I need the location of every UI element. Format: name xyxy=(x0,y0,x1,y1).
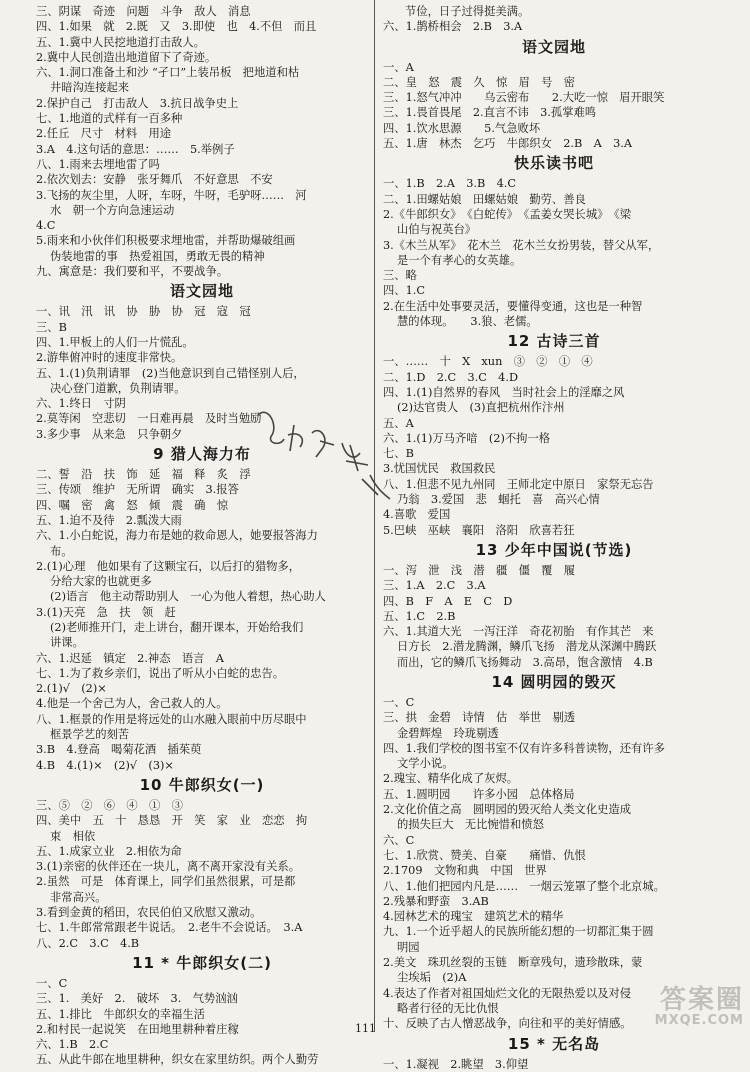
answer-line: 五、A xyxy=(383,416,414,430)
answer-line: 九、1.一个近乎超人的民族所能幻想的一切都汇集于圆 xyxy=(383,925,654,939)
answer-line: 一、A xyxy=(383,60,414,74)
answer-line: 二、1.田螺姑娘 田螺姑娘 勤劳、善良 xyxy=(383,192,586,206)
answer-line: 六、1.其道大光 一泻汪洋 奇花初胎 有作其芒 来 xyxy=(383,625,654,639)
answer-line: 三、传颂 维护 无所谓 确实 3.报答 xyxy=(36,483,239,497)
answer-line: 节俭，日子过得挺美满。 xyxy=(405,5,530,18)
answer-line: 2.《牛郎织女》 《白蛇传》 《孟姜女哭长城》 《梁 xyxy=(383,207,632,221)
answer-line: 五、1.(1)负荆请罪 (2)当他意识到自己错怪别人后， xyxy=(36,366,305,380)
answer-line: 五、1.成家立业 2.相依为命 xyxy=(36,844,182,858)
answer-line: 七、1.地道的式样有一百多种 xyxy=(36,112,183,126)
watermark-logo-text: 答案圈 xyxy=(659,985,744,1015)
answer-line: 六、1.鹊桥相会 2.B 3.A xyxy=(383,20,523,34)
answer-line: 3.忧国忧民 救国救民 xyxy=(383,462,496,476)
section-title: 14 圆明园的毁灭 xyxy=(491,672,617,691)
answer-line: 一、讯 汛 讯 协 胁 协 冠 寇 冠 xyxy=(36,305,251,319)
answer-line: 分给大家的也就更多 xyxy=(50,575,152,589)
answer-line: 五、1.迫不及待 2.瓢泼大雨 xyxy=(36,513,182,527)
answer-line: 三、⑤ ② ⑥ ④ ① ③ xyxy=(36,798,183,812)
answer-line: 2.文化价值之高 圆明园的毁灭给人类文化史造成 xyxy=(383,803,632,817)
answer-line: 2.游隼俯冲时的速度非常快。 xyxy=(36,351,183,365)
answer-line: 四、1.(1)自然界的春风 当时社会上的淫靡之风 xyxy=(383,385,625,399)
answer-line: 3.A 4.这句话的意思：…… 5.举例子 xyxy=(36,142,235,156)
answer-line: 二、誓 沿 扶 饰 延 福 释 炙 浮 xyxy=(36,468,251,482)
answer-line: 2.瑰宝、精华化成了灰烬。 xyxy=(383,772,519,786)
answer-line: 四、美中 五 十 恳恳 开 笑 家 业 恋恋 拘 xyxy=(36,814,308,828)
answer-line: 四、1.如果 就 2.既 又 3.即使 也 4.不但 而且 xyxy=(36,20,317,34)
answer-line: 一、…… 十 X xun ③ ② ① ④ xyxy=(383,355,593,369)
answer-line: 决心登门道歉，负荆请罪。 xyxy=(50,381,186,395)
answer-line: 二、1.D 2.C 3.C 4.D xyxy=(383,370,519,384)
answer-line: 三、1.畏首畏尾 2.直言不讳 3.孤掌难鸣 xyxy=(383,106,597,120)
answer-line: 2.(1)心理 他如果有了这颗宝石，以后打的猎物多， xyxy=(36,559,301,573)
answer-line: 七、B xyxy=(383,447,414,461)
section-title: 12 古诗三首 xyxy=(507,332,601,351)
answer-line: 三、1. 美好 2. 破坏 3. 气势汹汹 xyxy=(36,992,238,1006)
answer-line: 4.B 4.(1)× (2)√ (3)× xyxy=(36,758,174,772)
answer-line: 六、C xyxy=(383,833,415,847)
watermark-url: MXQE.COM xyxy=(654,1013,744,1028)
answer-line: 井暗沟连接起来 xyxy=(50,81,130,95)
answer-line: 七、1.牛郎常常跟老牛说话。 2.老牛不会说话。 3.A xyxy=(36,921,303,935)
answer-line: 四、嘱 密 禽 怒 倾 震 确 惊 xyxy=(36,498,229,512)
answer-line: 3.(1)亲密的伙伴还在一块儿，离不离开家没有关系。 xyxy=(36,860,301,874)
answer-line: 六、1.洞口准备土和沙 “孑口”上装吊板 把地道和枯 xyxy=(36,66,300,80)
answer-line: 七、1.欣赏、赞美、自豪 痛惜、仇恨 xyxy=(383,848,586,862)
answer-line: 4.喜歌 爱国 xyxy=(383,508,451,522)
answer-line: 明园 xyxy=(397,940,420,954)
answer-line: 3.《木兰从军》 花木兰 花木兰女扮男装，替父从军， xyxy=(383,238,660,252)
answer-line: 束 相依 xyxy=(50,829,96,843)
answer-line: 4.园林艺术的瑰宝 建筑艺术的精华 xyxy=(383,910,564,924)
answer-line: 日方长 2.潜龙腾渊，鳞爪飞扬 潜龙从深渊中腾跃 xyxy=(397,640,657,654)
answer-line: 六、1.小白蛇说，海力布是她的救命恩人，她要报答海力 xyxy=(36,529,318,543)
answer-line: 2.残暴和野蛮 3.AB xyxy=(383,894,489,908)
answer-line: 八、1.他们把园内凡是…… 一烟云笼罩了整个北京城。 xyxy=(383,879,665,893)
answer-line: 六、1.终日 寸阴 xyxy=(36,397,126,411)
answer-line: 八、1.但悲不见九州同 王师北定中原日 家祭无忘告 xyxy=(383,477,654,491)
answer-line: 七、1.为了救乡亲们，说出了听从小白蛇的忠告。 xyxy=(36,666,285,680)
answer-line: 2.(1)√ (2)× xyxy=(36,682,107,696)
section-title: 快乐读书吧 xyxy=(513,154,594,173)
column-divider xyxy=(374,0,375,1032)
answer-line: 三、1.A 2.C 3.A xyxy=(383,579,486,593)
answer-line: 一、1.凝视 2.眺望 3.仰望 xyxy=(383,1057,529,1071)
answer-line: 2.美文 珠玑丝裂的玉链 断章残句，遗珍散珠，蒙 xyxy=(383,956,643,970)
answer-line: 三、1.怒气冲冲 乌云密布 2.大吃一惊 眉开眼笑 xyxy=(383,91,665,105)
answer-line: 伪装地雷的事 热爱祖国，勇敢无畏的精神 xyxy=(50,249,265,263)
answer-line: 3.多少事 从来急 只争朝夕 xyxy=(36,427,183,441)
answer-line: 乃翁 3.爱国 悲 蝈托 喜 高兴心情 xyxy=(397,493,600,507)
answer-line: 八、2.C 3.C 4.B xyxy=(36,936,140,950)
answer-line: 山伯与祝英台》 xyxy=(397,223,477,237)
answer-line: 二、皇 怒 震 久 惊 眉 号 密 xyxy=(383,75,576,89)
answer-line: 一、泻 泄 浅 潜 疆 僵 覆 履 xyxy=(383,563,576,577)
answer-line: 3.B 4.登高 喝菊花酒 插茱萸 xyxy=(36,743,202,757)
section-title: 10 牛郎织女(一) xyxy=(139,775,265,794)
answer-line: 是一个有孝心的女英雄。 xyxy=(397,253,522,267)
answer-line: 2.虽然 可是 体育课上，同学们虽然很累，可是都 xyxy=(36,875,296,889)
answer-line: 五、1.冀中人民挖地道打击敌人。 xyxy=(36,35,205,49)
answer-line: 三、B xyxy=(36,320,67,334)
answer-line: 九、寓意是：我们要和平，不要战争。 xyxy=(36,265,229,279)
answer-line: 五、1.唐 林杰 乞巧 牛郎织女 2.B A 3.A xyxy=(383,137,633,151)
site-watermark xyxy=(655,986,744,1028)
answer-line: 三、拱 金碧 诗情 估 举世 剔透 xyxy=(383,711,576,725)
answer-line: 一、C xyxy=(383,695,415,709)
answer-line: 4.表达了作者对祖国灿烂文化的无限热爱以及对侵 xyxy=(383,986,632,1000)
answer-line: 4.他是一个舍己为人，舍己救人的人。 xyxy=(36,697,228,711)
section-title: 语文园地 xyxy=(169,282,234,301)
answer-line: (2)达官贵人 (3)直把杭州作汴州 xyxy=(397,401,565,415)
answer-line: 讲课。 xyxy=(50,636,84,650)
answer-line: 五、1.排比 牛郎织女的幸福生活 xyxy=(36,1007,205,1021)
answer-line: 2.在生活中处事要灵活，要懂得变通，这也是一种智 xyxy=(383,299,643,313)
answer-line: 非常高兴。 xyxy=(50,890,107,904)
answer-line: 而出，它的鳞爪飞扬舞动 3.高昂，饱含激情 4.B xyxy=(397,655,653,669)
answer-line: 四、B F A E C D xyxy=(383,594,513,608)
answer-line: 4.C xyxy=(36,219,56,233)
answer-line: 六、1.B 2.C xyxy=(36,1038,109,1052)
answer-line: 框景学艺的刻苦 xyxy=(50,728,130,742)
answer-line: 四、1.C xyxy=(383,284,426,298)
answer-line: 十、反映了古人憎恶战争，向往和平的美好情感。 xyxy=(383,1017,632,1031)
answer-line: 八、1.框景的作用是将远处的山水融入眼前中历尽眼中 xyxy=(36,712,307,726)
answer-line: 慧的体现。 3.狼、老儒。 xyxy=(397,315,538,329)
answer-line: 略者行径的无比仇恨 xyxy=(397,1001,499,1015)
section-title: 9 猎人海力布 xyxy=(153,445,251,464)
right-column xyxy=(383,4,725,1072)
answer-line: 5.雨来和小伙伴们积极要求埋地雷，并帮助爆破组画 xyxy=(36,234,296,248)
answer-line: 一、C xyxy=(36,976,68,990)
answer-line: 2.任丘 尺寸 材料 用途 xyxy=(36,127,172,141)
answer-line: 六、1.(1)万马齐喑 (2)不拘一格 xyxy=(383,431,551,445)
section-title: 15 * 无名岛 xyxy=(507,1034,601,1053)
answer-line: 的损失巨大 无比惋惜和愤怒 xyxy=(397,818,544,832)
left-column xyxy=(36,4,368,1068)
answer-line: 三、阴谋 奇迹 问题 斗争 敌人 消息 xyxy=(36,5,251,18)
answer-line: 3.(1)天亮 急 扶 领 赶 xyxy=(36,605,176,619)
answer-line: 2.莫等闲 空悲切 一日难再晨 及时当勉励 xyxy=(36,412,262,426)
handwritten-scribble xyxy=(250,395,400,515)
answer-line: (2)语言 他主动帮助别人 一心为他人着想，热心助人 xyxy=(50,590,326,604)
answer-line: 六、1.迟延 镇定 2.神态 语言 A xyxy=(36,651,224,665)
answer-line: 四、1.甲板上的人们一片慌乱。 xyxy=(36,335,194,349)
answer-line: 文学小说。 xyxy=(397,757,454,771)
answer-line: 2.和村民一起说笑 在田地里耕种着庄稼 xyxy=(36,1022,239,1036)
answer-line: 2.冀中人民创造出地道留下了奇迹。 xyxy=(36,50,217,64)
answer-line: (2)老师推开门，走上讲台，翻开课本，开始给我们 xyxy=(50,620,304,634)
answer-line: 5.巴峡 巫峡 襄阳 洛阳 欣喜若狂 xyxy=(383,523,575,537)
answer-line: 五、从此牛郎在地里耕种，织女在家里纺织。两个人勤劳 xyxy=(36,1053,319,1067)
answer-line: 四、1.饮水思源 5.气急败坏 xyxy=(383,121,541,135)
answer-line: 水 朝一个方向急速运动 xyxy=(50,203,175,217)
answer-line: 3.看到金黄的稻田，农民伯伯又欣慰又激动。 xyxy=(36,906,262,920)
answer-line: 3.飞扬的灰尘里，人呀，车呀，牛呀，毛驴呀…… 河 xyxy=(36,188,307,202)
section-title: 11 * 牛郎织女(二) xyxy=(132,953,272,972)
answer-line: 2.1709 文物和典 中国 世界 xyxy=(383,864,547,878)
answer-line: 四、1.我们学校的图书室不仅有许多科普读物，还有许多 xyxy=(383,741,665,755)
page-number: 111 xyxy=(355,1022,376,1035)
section-title: 13 少年中国说(节选) xyxy=(475,540,633,559)
answer-line: 2.依次划去：安静 张牙舞爪 不好意思 不安 xyxy=(36,173,273,187)
answer-line: 尘埃垢 (2)A xyxy=(397,971,467,985)
answer-line: 五、1.圆明园 许多小园 总体格局 xyxy=(383,787,575,801)
answer-line: 布。 xyxy=(50,544,73,558)
answer-line: 五、1.C 2.B xyxy=(383,609,456,623)
answer-line: 金碧辉煌 玲珑剔透 xyxy=(397,726,499,740)
section-title: 语文园地 xyxy=(521,37,586,56)
answer-line: 三、略 xyxy=(383,269,417,283)
answer-line: 一、1.B 2.A 3.B 4.C xyxy=(383,177,517,191)
answer-line: 2.保护自己 打击敌人 3.抗日战争史上 xyxy=(36,96,239,110)
answer-line: 八、1.雨来去埋地雷了吗 xyxy=(36,157,160,171)
